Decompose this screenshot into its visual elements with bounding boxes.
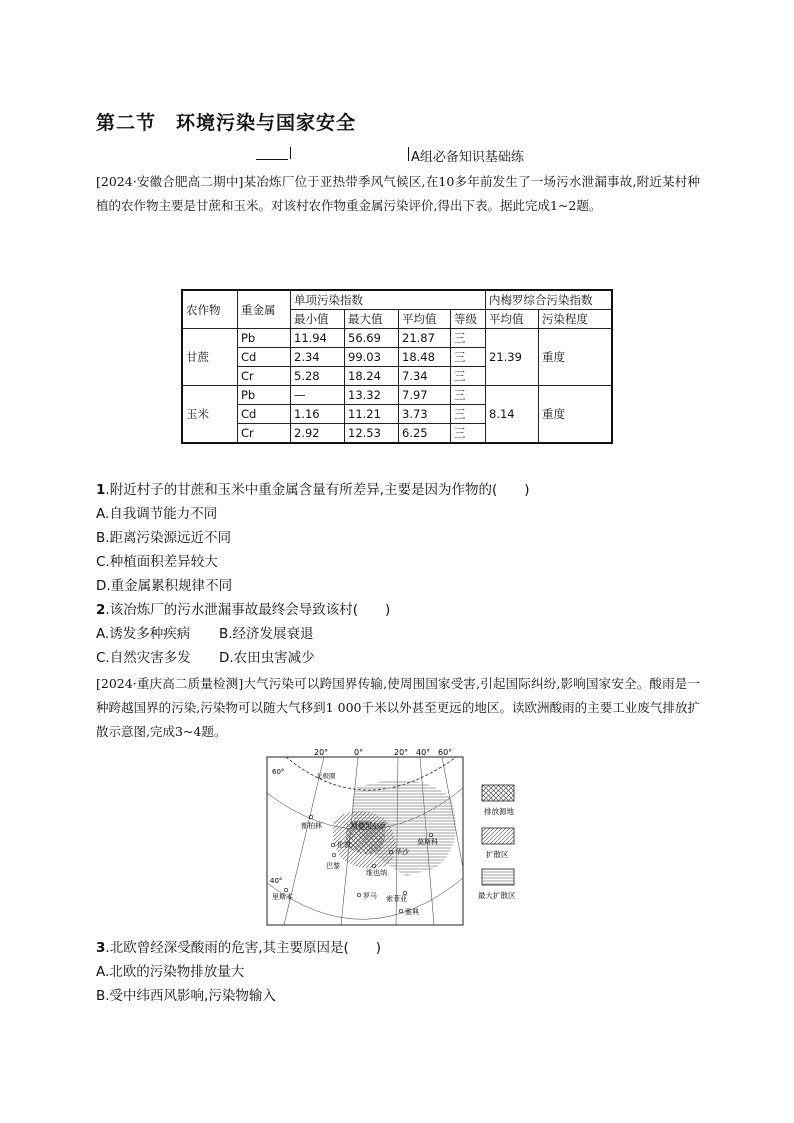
- question-1: [96, 479, 530, 502]
- grade-cell: 三: [451, 405, 486, 424]
- rule-tick: [408, 147, 409, 161]
- q1-option-b[interactable]: B.距离污染源远近不同: [96, 530, 232, 546]
- grade-cell: 三: [451, 386, 486, 405]
- group-label: A组必备知识基础练: [411, 150, 524, 165]
- question-3: [96, 937, 381, 960]
- question-number: 1: [96, 482, 106, 498]
- question-stem: .北欧曾经深受酸雨的危害,其主要原因是( ): [105, 940, 382, 956]
- avg-cell: 21.87: [399, 329, 451, 348]
- table-row: [182, 386, 612, 405]
- metal-cell: Cd: [238, 348, 291, 367]
- q1-option-a[interactable]: A.自我调节能力不同: [96, 506, 218, 522]
- metal-cell: Cr: [238, 424, 291, 444]
- q3-option-a[interactable]: A.北欧的污染物排放量大: [96, 964, 245, 980]
- avg-cell: 7.97: [399, 386, 451, 405]
- arctic-label: 北极圈: [316, 772, 336, 780]
- n-avg-cell: 8.14: [486, 386, 539, 444]
- metal-cell: Pb: [238, 329, 291, 348]
- question-number: 2: [96, 602, 106, 618]
- header-nemerow-index: 内梅罗综合污染指数: [486, 290, 613, 310]
- q2-option-c[interactable]: C.自然灾害多发: [96, 650, 191, 666]
- header-avg: 平均值: [399, 310, 451, 329]
- q1-option-d[interactable]: D.重金属累积规律不同: [96, 578, 233, 594]
- min-cell: 5.28: [291, 367, 345, 386]
- grade-cell: 三: [451, 329, 486, 348]
- max-cell: 99.03: [345, 348, 399, 367]
- header-max: 最大值: [345, 310, 399, 329]
- question-number: 3: [96, 940, 106, 956]
- header-metal: 重金属: [238, 290, 291, 329]
- header-grade: 等级: [451, 310, 486, 329]
- max-cell: 18.24: [345, 367, 399, 386]
- n-level-cell: 重度: [539, 386, 613, 444]
- header-single-index: 单项污染指数: [291, 290, 486, 310]
- page-title: 第二节 环境污染与国家安全: [96, 112, 357, 134]
- city-rome: 罗马: [363, 892, 377, 900]
- grade-cell: 三: [451, 348, 486, 367]
- question-stem: .该冶炼厂的污水泄漏事故最终会导致该村( ): [105, 602, 391, 618]
- city-athens: 雅典: [405, 908, 419, 916]
- legend-source: 排放源地: [484, 807, 514, 816]
- crop-cell: 玉米: [182, 386, 238, 444]
- lon-label: 60°: [438, 748, 453, 757]
- min-cell: —: [291, 386, 345, 405]
- header-n-avg: 平均值: [486, 310, 539, 329]
- header-min: 最小值: [291, 310, 345, 329]
- city-london: 伦敦: [337, 841, 351, 849]
- avg-cell: 7.34: [399, 367, 451, 386]
- max-cell: 11.21: [345, 405, 399, 424]
- metal-cell: Pb: [238, 386, 291, 405]
- q1-option-c[interactable]: C.种植面积差异较大: [96, 554, 218, 570]
- max-cell: 12.53: [345, 424, 399, 444]
- grade-cell: 三: [451, 367, 486, 386]
- rule-line: [256, 159, 288, 160]
- city-moscow: 莫斯科: [417, 838, 438, 846]
- avg-cell: 6.25: [399, 424, 451, 444]
- lat-label: 40°: [270, 877, 283, 885]
- city-lisbon: 里斯本: [272, 893, 293, 901]
- lon-label: 20°: [314, 748, 329, 757]
- grade-cell: 三: [451, 424, 486, 444]
- city-paris: 巴黎: [326, 862, 340, 870]
- map-legend: [478, 785, 516, 900]
- lon-label: 20°: [394, 748, 409, 757]
- lat-label: 60°: [272, 768, 285, 776]
- lon-label: 0°: [354, 748, 364, 757]
- q3-option-b[interactable]: B.受中纬西风影响,污染物输入: [96, 988, 276, 1004]
- group-header: [256, 144, 626, 166]
- min-cell: 2.92: [291, 424, 345, 444]
- min-cell: 2.34: [291, 348, 345, 367]
- legend-max-diffusion: 最大扩散区: [478, 891, 516, 900]
- n-level-cell: 重度: [539, 329, 613, 386]
- crop-cell: 甘蔗: [182, 329, 238, 386]
- passage-2: [2024·重庆高二质量检测]大气污染可以跨国界传输,使周围国家受害,引起国际纠纷,影响国家安全。酸雨是一种跨越国界的污染,污染物可以随大气移到1 000千米以外甚至更远的地区。读欧洲酸雨的主要工业废气排放扩散示意图,完成3~4题。: [96, 676, 700, 739]
- city-vienna: 维也纳: [366, 869, 387, 877]
- header-crop: 农作物: [182, 290, 238, 329]
- lon-label: 40°: [416, 748, 431, 757]
- q2-option-d[interactable]: D.农田虫害减少: [219, 650, 315, 666]
- city-dublin: 都柏林: [301, 822, 322, 830]
- city-stockholm: 斯德哥尔摩: [351, 822, 386, 830]
- q2-option-b[interactable]: B.经济发展衰退: [219, 626, 314, 642]
- avg-cell: 18.48: [399, 348, 451, 367]
- rule-tick: [290, 147, 291, 159]
- min-cell: 1.16: [291, 405, 345, 424]
- question-2: [96, 599, 390, 622]
- n-avg-cell: 21.39: [486, 329, 539, 386]
- max-cell: 56.69: [345, 329, 399, 348]
- pollution-table: [181, 289, 613, 444]
- q2-option-a[interactable]: A.诱发多种疾病: [96, 626, 191, 642]
- max-cell: 13.32: [345, 386, 399, 405]
- min-cell: 11.94: [291, 329, 345, 348]
- passage-1: [2024·安徽合肥高二期中]某冶炼厂位于亚热带季风气候区,在10多年前发生了一场污水泄漏事故,附近某村种植的农作物主要是甘蔗和玉米。对该村农作物重金属污染评价,得出下表。据此完成1~2题。: [96, 174, 700, 213]
- question-stem: .附近村子的甘蔗和玉米中重金属含量有所差异,主要是因为作物的( ): [105, 482, 530, 498]
- avg-cell: 3.73: [399, 405, 451, 424]
- header-n-level: 污染程度: [539, 310, 613, 329]
- table-row: [182, 329, 612, 348]
- city-sofia: 索菲亚: [386, 895, 407, 903]
- city-warsaw: 华沙: [395, 848, 409, 856]
- metal-cell: Cr: [238, 367, 291, 386]
- acid-rain-map: [266, 748, 546, 928]
- legend-diffusion: 扩散区: [486, 850, 509, 859]
- metal-cell: Cd: [238, 405, 291, 424]
